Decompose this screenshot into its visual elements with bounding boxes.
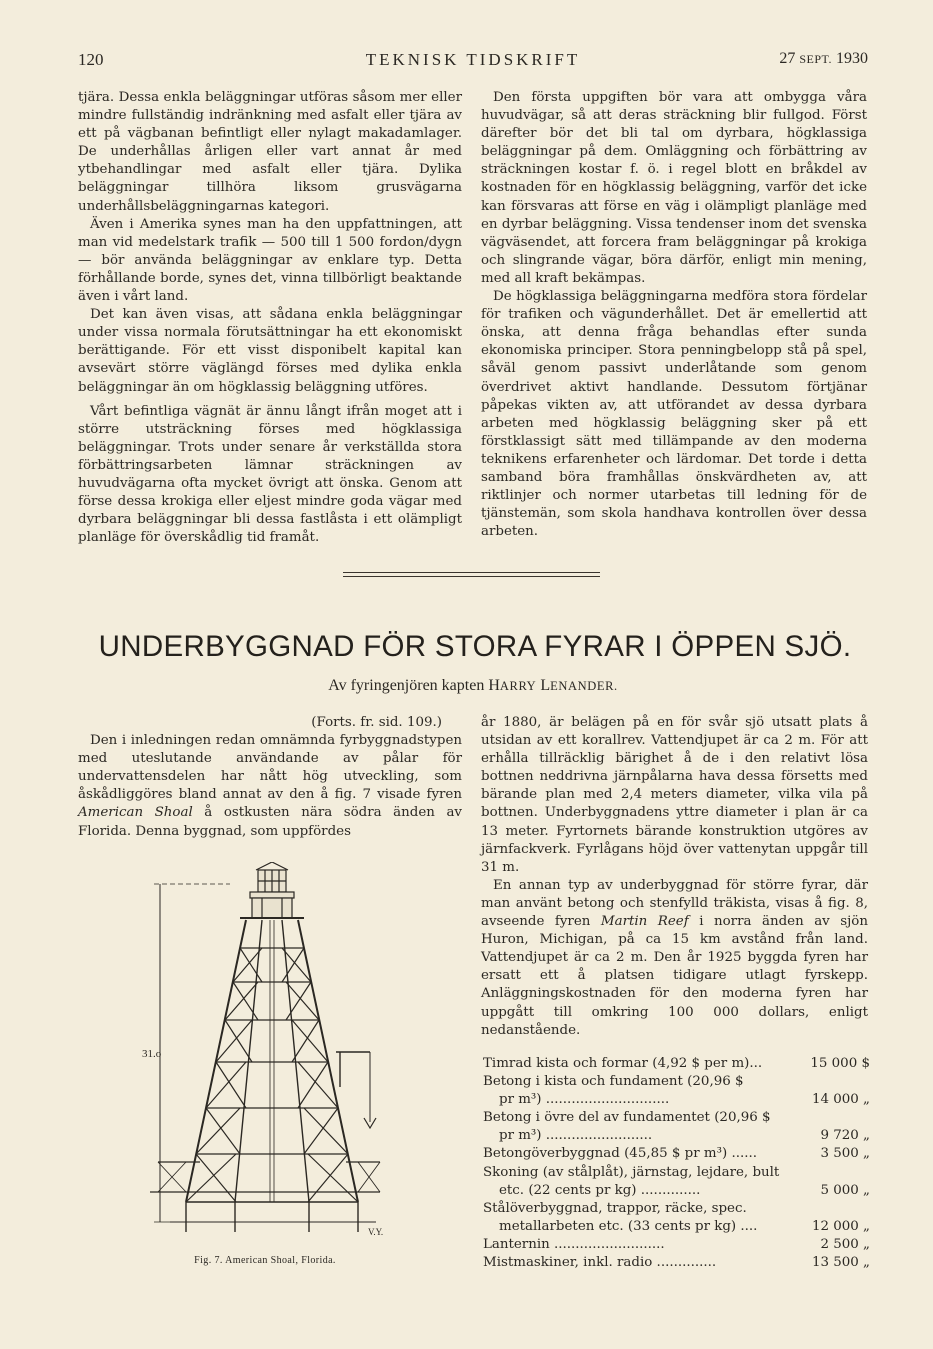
cost-row xyxy=(483,1109,870,1127)
paragraph: Det kan även visas, att sådana enkla beläggningar under vissa normala förutsättningar ha ett ekonomiskt berättigande. För ett visst disponibelt kapital kan avsevärt större väglängd förses med dylika enkla beläggningar än om högklassig beläggning utföres. xyxy=(78,307,462,395)
cost-row xyxy=(483,1200,870,1218)
cost-label: Betongöverbyggnad (45,85 $ pr m³) ...... xyxy=(483,1146,757,1162)
cost-label: Betong i övre del av fundamentet (20,96 $ xyxy=(483,1110,771,1126)
cost-amount: 5 000 „ xyxy=(820,1182,870,1198)
cost-row xyxy=(483,1055,870,1073)
lighthouse-name: Martin Reef xyxy=(600,914,689,930)
cost-label: Stålöverbyggnad, trappor, räcke, spec. xyxy=(483,1200,747,1216)
cost-row xyxy=(483,1145,870,1163)
lighthouse-drawing xyxy=(140,862,390,1262)
section-divider-top xyxy=(343,572,600,573)
paragraph: Vårt befintliga vägnät är ännu långt ifrån moget att i större utsträckning förses med högklassiga beläggningar. Trots under senare år verkställda stora förbättringsarbeten lämnar sträckningen av huvudvägarna ofta mycket övrigt att önska. Genom att förse dessa krokiga eller eljest mindre goda vägar med dyrbara beläggningar bli dessa fastlåsta i ett olämpligt planläge för överskådlig tid framåt. xyxy=(78,403,462,546)
cost-row xyxy=(483,1236,870,1254)
article-title: UNDERBYGGNAD FÖR STORA FYRAR I ÖPPEN SJÖ. xyxy=(98,630,852,663)
paragraph: Den i inledningen redan omnämnda fyrbyggnadstypen med uteslutande användande av pålar för undervattensdelen har nått hög utveckling, som åskådliggöres bland annat av den å fig. 7 visade fyren American Shoal å ostkusten nära södra änden av Florida. Denna byggnad, som uppfördes xyxy=(78,733,462,839)
issue-date: 27 SEPT. 1930 xyxy=(779,50,868,67)
cost-amount: 12 000 „ xyxy=(811,1218,870,1234)
water-level-label: V.Y. xyxy=(368,1227,384,1237)
cost-row xyxy=(483,1127,870,1145)
article-column-right xyxy=(481,714,868,1040)
cost-label: Betong i kista och fundament (20,96 $ xyxy=(483,1074,744,1090)
section-divider-bottom xyxy=(343,576,600,577)
cost-row xyxy=(483,1091,870,1109)
cost-label: pr m³) ......................... xyxy=(499,1128,653,1144)
article-byline: Av fyringenjören kapten HARRY LENANDER. xyxy=(328,677,618,694)
cost-label: metallarbeten etc. (33 cents pr kg) .... xyxy=(499,1218,758,1234)
cost-amount: 13 500 „ xyxy=(811,1255,870,1271)
cost-row xyxy=(483,1164,870,1182)
article-column-left xyxy=(78,714,462,841)
height-label: 31.o xyxy=(142,1048,162,1060)
cost-row xyxy=(483,1073,870,1091)
lighthouse-name: American Shoal xyxy=(78,805,193,821)
cost-label: etc. (22 cents pr kg) .............. xyxy=(499,1182,701,1198)
cost-label: pr m³) ............................. xyxy=(499,1092,670,1108)
paragraph: år 1880, är belägen på en för svår sjö utsatt plats å utsidan av ett korallrev. Vattendjupet är ca 2 m. För att erhålla tillräcklig bärighet å de i den relativt lösa bottnen neddrivna järnpålarna hava dessa försetts med bärande plan med 2,4 meters diameter, vilka vila på bottnen. Underbyggnadens yttre diameter i plan är ca 13 meter. Fyrtornets bärande konstruktion utgöres av järnfackverk. Fyrlågans höjd över vattenytan uppgår till 31 m. xyxy=(481,715,868,875)
column-2 xyxy=(481,89,867,541)
cost-row xyxy=(483,1254,870,1272)
cost-table xyxy=(483,1055,870,1272)
column-1 xyxy=(78,89,462,547)
cost-amount: 14 000 „ xyxy=(811,1092,870,1108)
cost-label: Skoning (av stålplåt), järnstag, lejdare, bult xyxy=(483,1164,780,1180)
paragraph: Den första uppgiften bör vara att ombygga våra huvudvägar, så att deras sträckning blir fullgod. Först därefter bör det bli tal om dyrbara, högklassiga beläggningar på dem. Omläggning och förbättring av sträckningen kostar f. ö. i regel blott en bråkdel av kostnaden för en högklassig beläggning, varför det icke kan försvaras att förse en väg i olämpligt planläge med en dyrbar beläggning. Vissa tendenser inom det svenska vägväsendet, att forcera fram beläggningar på krokiga och slingrande vägar, böra därför, enligt min mening, med all kraft bekämpas. xyxy=(481,90,867,286)
page-number: 120 xyxy=(78,50,104,69)
paragraph: tjära. Dessa enkla beläggningar utföras såsom mer eller mindre fullständig indränkning med asfalt eller tjära av ett på vägbanan befintligt eller nylagt makadamlager. De underhållas årligen eller vart annat år med ytbehandlingar med asfalt eller tjära. Dylika beläggningar tillhöra liksom grusvägarna underhållsbeläggningarnas kategori. xyxy=(78,90,462,214)
paragraph: De högklassiga beläggningarna medföra stora fördelar för trafiken och vägunderhållet. Det är emellertid att önska, att denna fråga behandlas efter sunda ekonomiska principer. Stora penningbelopp stå på spel, såväl genom passivt underlåtande som genom överdrivet aktivt handlande. Dessutom förtjänar påpekas vikten av, att utförandet av dessa dyrbara arbeten med högklassig beläggning sker på ett förstklassigt sätt med tillämpande av den moderna teknikens erfarenheter och lärdomar. Det torde i detta samband böra framhållas önskvärdheten av, att riktlinjer och normer utarbetas till ledning för de tjänstemän, som skola handhava kontrollen över dessa arbeten. xyxy=(481,289,867,540)
tower-leg xyxy=(298,920,358,1202)
tower-leg xyxy=(186,920,246,1202)
cost-amount: 15 000 $ xyxy=(810,1056,870,1071)
paragraph: En annan typ av underbyggnad för större fyrar, där man använt betong och stenfylld träkista, visas å fig. 8, avseende fyren Martin Reef i norra änden av sjön Huron, Michigan, på ca 15 km avstånd från land. Vattendjupet är ca 2 m. Den år 1925 byggda fyren har ersatt ett å platsen tidigare utlagt fyrskepp. Anläggningskostnaden för den moderna fyren har uppgått till omkring 100 000 dollars, enligt nedanstående. xyxy=(481,877,868,1038)
cost-row xyxy=(483,1182,870,1200)
paragraph: Även i Amerika synes man ha den uppfattningen, att man vid medelstark trafik — 500 till 1 500 fordon/dygn — bör använda beläggningar av enklare typ. Detta förhållande borde, synes det, vinna tillbörligt beaktande även i vårt land. xyxy=(78,216,462,305)
keeper-house xyxy=(252,898,292,918)
cost-label: Timrad kista och formar (4,92 $ per m)... xyxy=(483,1056,763,1071)
running-header xyxy=(78,50,868,76)
cost-amount: 9 720 „ xyxy=(820,1128,870,1144)
cost-amount: 3 500 „ xyxy=(820,1146,870,1162)
figure-caption: Fig. 7. American Shoal, Florida. xyxy=(194,1255,336,1266)
journal-title: TEKNISK TIDSKRIFT xyxy=(365,50,581,69)
cost-row xyxy=(483,1218,870,1236)
continued-note: (Forts. fr. sid. 109.) xyxy=(311,715,442,730)
cost-label: Lanternin .......................... xyxy=(483,1236,665,1252)
cost-label: Mistmaskiner, inkl. radio .............. xyxy=(483,1255,717,1271)
cost-amount: 2 500 „ xyxy=(820,1236,870,1252)
